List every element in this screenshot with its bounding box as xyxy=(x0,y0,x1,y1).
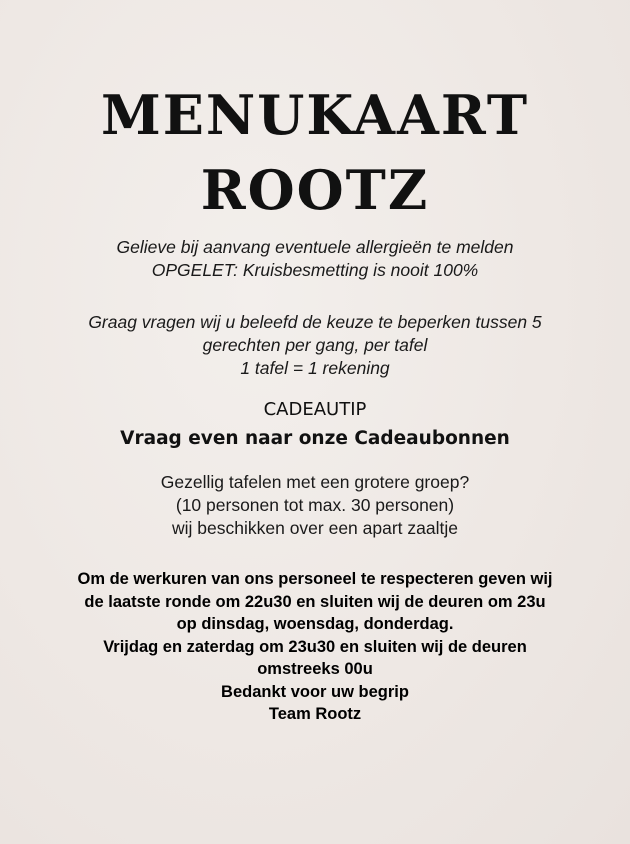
gift-tip-title: CADEAUTIP xyxy=(263,399,367,420)
hours-notice-line: omstreeks 00u xyxy=(257,660,373,678)
request-notice-line: Graag vragen wij u beleefd de keuze te beperken tussen 5 xyxy=(88,312,542,332)
request-notice-line: 1 tafel = 1 rekening xyxy=(240,358,390,378)
allergy-notice-line: Gelieve bij aanvang eventuele allergieën te melden xyxy=(116,237,514,257)
allergy-notice xyxy=(0,236,630,282)
request-notice-line: gerechten per gang, per tafel xyxy=(202,335,428,355)
group-notice-line: (10 personen tot max. 30 personen) xyxy=(175,495,455,515)
page-title-line-1: MENUKAART xyxy=(100,83,530,147)
request-notice xyxy=(0,311,630,380)
hours-notice-line: Om de werkuren van ons personeel te respecteren geven wij xyxy=(77,570,553,588)
group-notice-line: Gezellig tafelen met een grotere groep? xyxy=(160,472,470,492)
hours-notice-line: Team Rootz xyxy=(268,705,362,723)
hours-notice-line: op dinsdag, woensdag, donderdag. xyxy=(176,615,454,633)
hours-notice-line: Bedankt voor uw begrip xyxy=(221,682,409,701)
hours-notice-line: de laatste ronde om 22u30 en sluiten wij de deuren om 23u xyxy=(84,592,546,611)
group-notice xyxy=(0,471,630,540)
hours-notice-line: Vrijdag en zaterdag om 23u30 en sluiten wij de deuren xyxy=(103,637,527,656)
gift-tip-subtitle: Vraag even naar onze Cadeaubonnen xyxy=(120,428,510,449)
hours-notice xyxy=(0,568,630,726)
group-notice-line: wij beschikken over een apart zaaltje xyxy=(172,518,458,538)
page-title-line-2: ROOTZ xyxy=(200,158,430,222)
allergy-notice-line: OPGELET: Kruisbesmetting is nooit 100% xyxy=(151,260,479,280)
